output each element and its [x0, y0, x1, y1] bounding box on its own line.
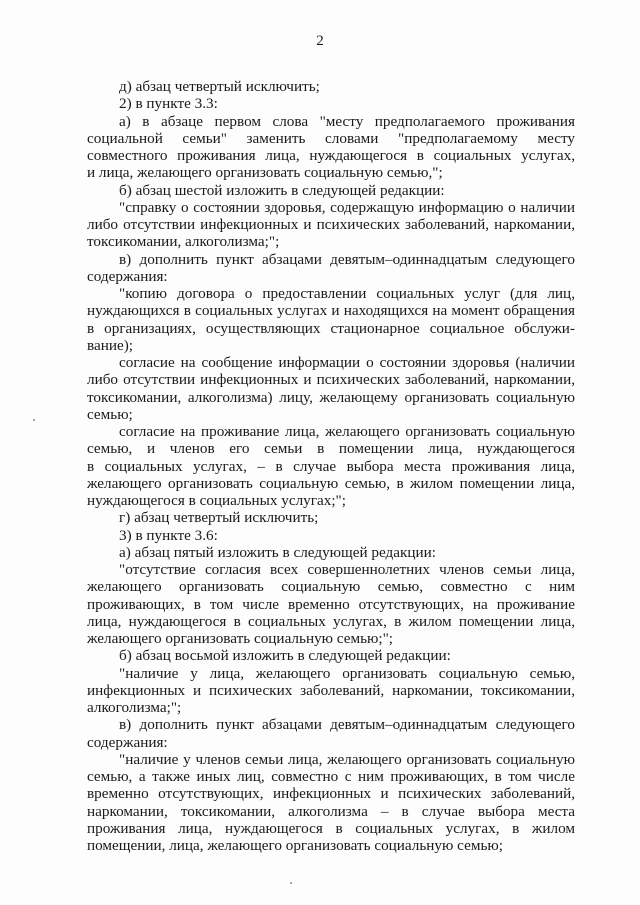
text-line: либо отсутствии инфекционных и психических заболеваний, наркомании,	[87, 371, 575, 389]
text-line: желающего организовать социальную семью;";	[87, 630, 393, 647]
text-line: совместного проживания лица, нуждающегося в социальных услугах,	[87, 147, 575, 164]
text-line: либо отсутствии инфекционных и психических заболеваний, наркомании,	[87, 216, 575, 233]
text-line: "справку о состоянии здоровья, содержащую информацию о наличии	[119, 198, 575, 216]
text-line: токсикомании, алкоголизма) лицу, желающему организовать социальную	[87, 388, 575, 406]
text-line: в) дополнить пункт абзацами девятым–одиннадцатым следующего	[119, 716, 575, 734]
text-line: а) абзац пятый изложить в следующей редакции:	[119, 543, 436, 561]
text-line: в) дополнить пункт абзацами девятым–одиннадцатым следующего	[119, 250, 575, 268]
text-line: "наличие у членов семьи лица, желающего организовать социальную	[119, 750, 575, 768]
text-line: б) абзац восьмой изложить в следующей редакции:	[119, 647, 451, 665]
text-line: нуждающихся в социальных услугах и находящихся на момент обращения	[87, 302, 575, 320]
text-line: б) абзац шестой изложить в следующей редакции:	[119, 181, 445, 199]
text-line: вание);	[87, 336, 133, 354]
text-line: желающего организовать социальную семью, совместно с ним	[87, 578, 575, 596]
text-line: семью, и членов его семьи в помещении лица, нуждающегося	[87, 440, 575, 458]
document-body	[87, 78, 575, 854]
text-line: семью, а также иных лиц, совместно с ним проживающих, в том числе	[87, 768, 575, 785]
text-line: и лица, желающего организовать социальную семью,";	[87, 164, 443, 182]
text-line: в социальных услугах, – в случае выбора места проживания лица,	[87, 457, 575, 475]
text-line: лица, нуждающегося в социальных услугах, в жилом помещении лица,	[87, 612, 575, 630]
page-number: 2	[316, 33, 324, 49]
text-line: алкоголизма;";	[87, 699, 182, 716]
text-line: желающего организовать социальную семью, в жилом помещении лица,	[87, 474, 575, 492]
text-line: временно отсутствующих, инфекционных и психических заболеваний,	[87, 785, 575, 803]
text-line: д) абзац четвертый исключить;	[119, 78, 320, 95]
text-line: токсикомании, алкоголизма;";	[87, 233, 280, 251]
text-line: нуждающегося в социальных услугах;";	[87, 492, 346, 509]
text-line: согласие на проживание лица, желающего организовать социальную	[119, 423, 575, 440]
scan-speck	[33, 419, 35, 421]
text-line: наркомании, токсикомании, алкоголизма – в случае выбора места	[87, 802, 575, 820]
scan-speck	[290, 882, 292, 884]
text-line: а) в абзаце первом слова "месту предполагаемого проживания	[119, 112, 575, 130]
text-line: проживающих, в том числе временно отсутствующих, на проживание	[87, 595, 575, 613]
text-line: 2) в пункте 3.3:	[119, 95, 218, 113]
text-line: семью;	[87, 405, 133, 423]
text-line: социальной семьи" заменить словами "предполагаемому месту	[87, 129, 575, 147]
text-line: инфекционных и психических заболеваний, наркомании, токсикомании,	[87, 681, 575, 699]
text-line: "отсутствие согласия всех совершеннолетних членов семьи лица,	[119, 561, 575, 578]
text-line: помещении, лица, желающего организовать социальную семью;	[87, 837, 503, 854]
text-line: "наличие у лица, желающего организовать социальную семью,	[119, 664, 575, 682]
text-line: в организациях, осуществляющих стационарное социальное обслужи-	[87, 319, 575, 337]
text-line: 3) в пункте 3.6:	[119, 526, 218, 544]
text-line: "копию договора о предоставлении социальных услуг (для лиц,	[119, 285, 575, 302]
text-line: г) абзац четвертый исключить;	[119, 509, 319, 527]
text-line: согласие на сообщение информации о состоянии здоровья (наличии	[119, 354, 575, 371]
text-line: содержания:	[87, 267, 168, 285]
text-line: содержания:	[87, 733, 168, 751]
text-line: проживания лица, нуждающегося в социальных услугах, в жилом	[87, 819, 575, 837]
